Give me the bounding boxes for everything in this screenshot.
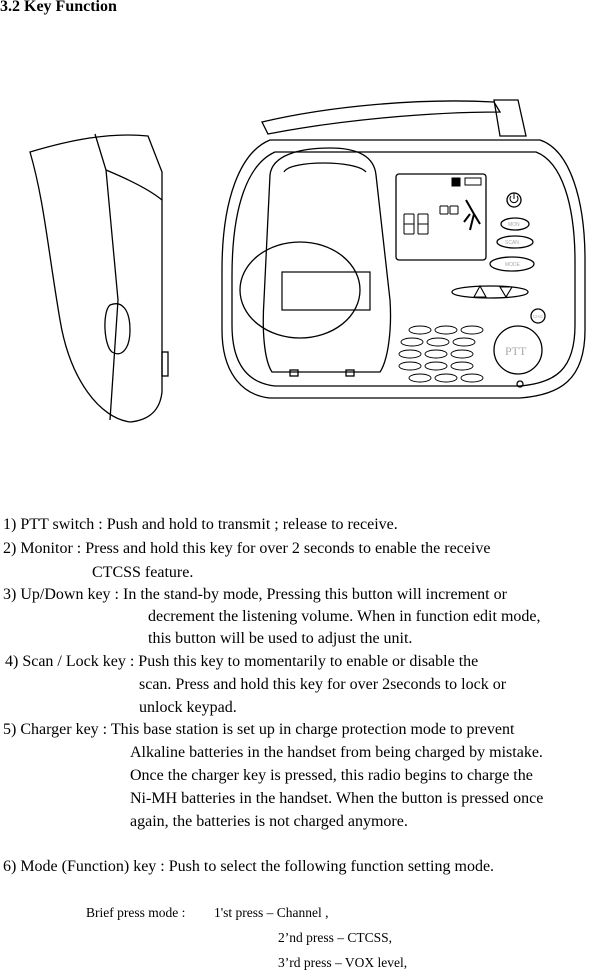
item-charger: 5) Charger key : This base station is set up in charge protection mode to prevent bbox=[3, 721, 515, 738]
item-charger-cont2: Once the charger key is pressed, this radio begins to charge the bbox=[130, 767, 533, 784]
item-monitor: 2) Monitor : Press and hold this key for over 2 seconds to enable the receive bbox=[3, 540, 491, 557]
section-heading: 3.2 Key Function bbox=[0, 0, 117, 15]
item-ptt: 1) PTT switch : Push and hold to transmit ; release to receive. bbox=[3, 516, 398, 533]
item-charger-cont1: Alkaline batteries in the handset from being charged by mistake. bbox=[130, 744, 543, 761]
power-icon bbox=[510, 193, 518, 203]
handset-side-view bbox=[30, 134, 168, 422]
item-updown-cont2: this button will be used to adjust the unit. bbox=[148, 630, 413, 647]
brief-press-1: 1'st press – Channel , bbox=[214, 905, 329, 920]
item-updown-cont1: decrement the listening volume. When in function edit mode, bbox=[148, 608, 541, 625]
chg-key-label[interactable]: CHG bbox=[533, 314, 543, 319]
item-charger-cont4: again, the batteries is not charged anymore. bbox=[130, 813, 408, 830]
item-scan-lock-cont1: scan. Press and hold this key for over 2seconds to lock or bbox=[139, 676, 507, 693]
item-scan-lock: 4) Scan / Lock key : Push this key to momentarily to enable or disable the bbox=[5, 653, 479, 670]
item-mode: 6) Mode (Function) key : Push to select the following function setting mode. bbox=[3, 858, 495, 875]
item-charger-cont3: Ni-MH batteries in the handset. When the button is pressed once bbox=[130, 790, 544, 807]
mode-key-label[interactable]: MODE bbox=[505, 262, 520, 268]
radio-base-station-figure bbox=[0, 95, 596, 460]
item-monitor-cont: CTCSS feature. bbox=[92, 564, 194, 581]
item-updown: 3) Up/Down key : In the stand-by mode, Pressing this button will increment or bbox=[3, 586, 507, 603]
lcd-display bbox=[404, 178, 481, 234]
brief-press-label: Brief press mode : bbox=[86, 905, 186, 920]
base-station-body bbox=[222, 100, 585, 398]
up-down-arrows bbox=[474, 286, 512, 297]
ptt-key-label[interactable]: PTT bbox=[505, 344, 527, 358]
item-scan-lock-cont2: unlock keypad. bbox=[139, 699, 237, 716]
brief-press-2: 2’nd press – CTCSS, bbox=[278, 930, 393, 945]
brief-press-3: 3’rd press – VOX level, bbox=[278, 955, 408, 970]
mon-key-label[interactable]: MON bbox=[508, 222, 520, 228]
scan-key-label[interactable]: SCAN bbox=[505, 240, 519, 246]
